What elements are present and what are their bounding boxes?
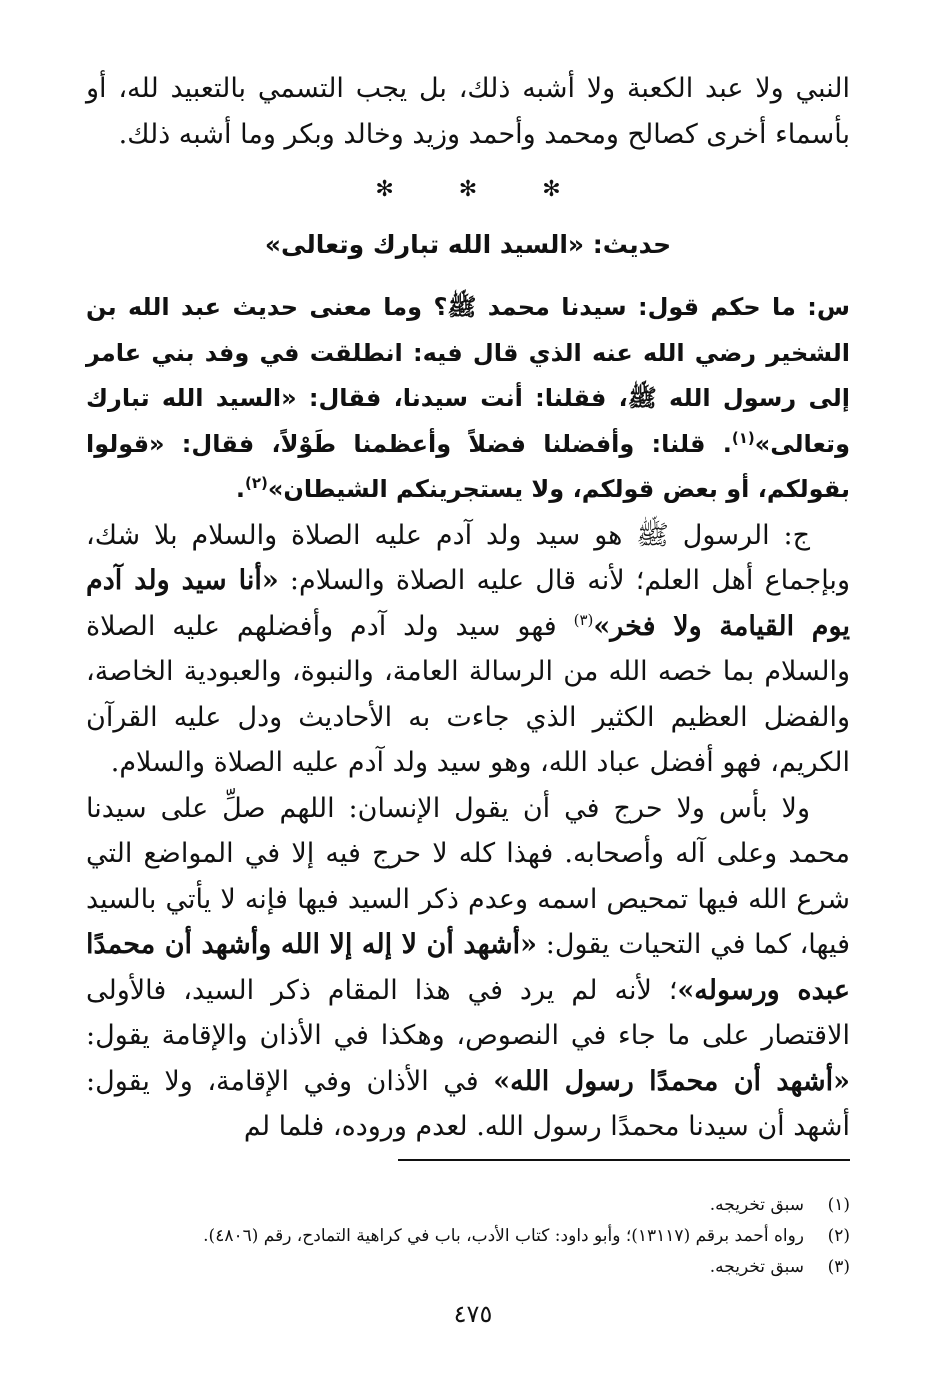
tashahhud-quote: «أشهد أن لا إله إلا الله وأشهد أن محمدًا عبده ورسوله» [86, 929, 850, 1006]
section-separator: ✻ ✻ ✻ [375, 177, 561, 202]
answer-text-2: فهو سيد ولد آدم وأفضلهم عليه الصلاة والسلام بما خصه الله من الرسالة العامة، والنبوة، والعبودية الخاصة، والفضل العظيم الكثير الذي جاءت به الأحاديث ودل عليه القرآن الكريم، فهو أفضل عباد الله، وهو سيد ولد آدم عليه الصلاة والسلام. [86, 610, 850, 778]
page-number: ٤٧٥ [453, 1300, 493, 1328]
footnote-text: رواه أحمد برقم (١٣١١٧)؛ وأبو داود: كتاب الأدب، باب في كراهية التمادح، رقم (٤٨٠٦). [203, 1226, 804, 1246]
question-text-2: . قلنا: وأفضلنا فضلاً وأعظمنا طَوْلاً، فقال: «قولوا بقولكم، أو بعض قولكم، ولا يستجرينكم الشيطان» [86, 429, 850, 503]
footnote-number: (٢) [827, 1226, 850, 1246]
footnote-item [86, 1190, 850, 1221]
second-text-3: في الأذان وفي الإقامة، ولا يقول: أشهد أن سيدنا محمدًا رسول الله. لعدم وروده، فلما لم [86, 1065, 850, 1142]
adhan-quote: «أشهد أن محمدًا رسول الله» [493, 1065, 850, 1097]
footnote-number: (٣) [827, 1257, 850, 1277]
footnote-ref-2: (٢) [244, 474, 268, 492]
footnotes [86, 1190, 850, 1283]
answer-text-1: ج: الرسول ﷺ هو سيد ولد آدم عليه الصلاة والسلام بلا شك، وبإجماع أهل العلم؛ لأنه قال عليه الصلاة والسلام: [86, 519, 850, 596]
footnote-divider [398, 1159, 850, 1161]
section-title: حديث: «السيد الله تبارك وتعالى» [264, 230, 672, 259]
footnote-text: سبق تخريجه. [709, 1195, 804, 1215]
answer-paragraph [86, 513, 850, 786]
question-text-1: س: ما حكم قول: سيدنا محمد ﷺ؟ وما معنى حديث عبد الله بن الشخير رضي الله عنه الذي قال فيه: انطلقت في وفد بني عامر إلى رسول الله ﷺ، فقلنا: أنت سيدنا، فقال: «السيد الله تبارك وتعالى» [86, 293, 850, 458]
hadith-quote: «أنا سيد ولد آدم يوم القيامة ولا فخر» [86, 565, 850, 642]
second-text-2: ؛ لأنه لم يرد في هذا المقام ذكر السيد، فالأولى الاقتصار على ما جاء في النصوص، وهكذا في الأذان والإقامة يقول: [86, 974, 850, 1051]
footnote-number: (١) [827, 1195, 850, 1215]
footnote-ref-3: (٣) [573, 610, 594, 629]
page-body [86, 66, 850, 1150]
question-text-3: . [235, 475, 245, 503]
intro-paragraph: النبي ولا عبد الكعبة ولا أشبه ذلك، بل يجب التسمي بالتعبيد لله، أو بأسماء أخرى كصالح ومحمد وأحمد وزيد وخالد وبكر وما أشبه ذلك. [86, 73, 850, 150]
question-paragraph [86, 285, 850, 513]
footnote-text: سبق تخريجه. [709, 1257, 804, 1277]
footnote-item [86, 1252, 850, 1283]
second-text-1: ولا بأس ولا حرج في أن يقول الإنسان: اللهم صلِّ على سيدنا محمد وعلى آله وأصحابه. فهذا كله لا حرج فيه إلا في المواضع التي شرع الله فيها تمحيص اسمه وعدم ذكر السيد فيها فإنه لا يأتي بالسيد فيها، كما في التحيات يقول: [86, 792, 851, 960]
footnote-item [86, 1221, 850, 1252]
footnote-ref-1: (١) [731, 428, 755, 447]
second-paragraph [86, 786, 850, 1150]
